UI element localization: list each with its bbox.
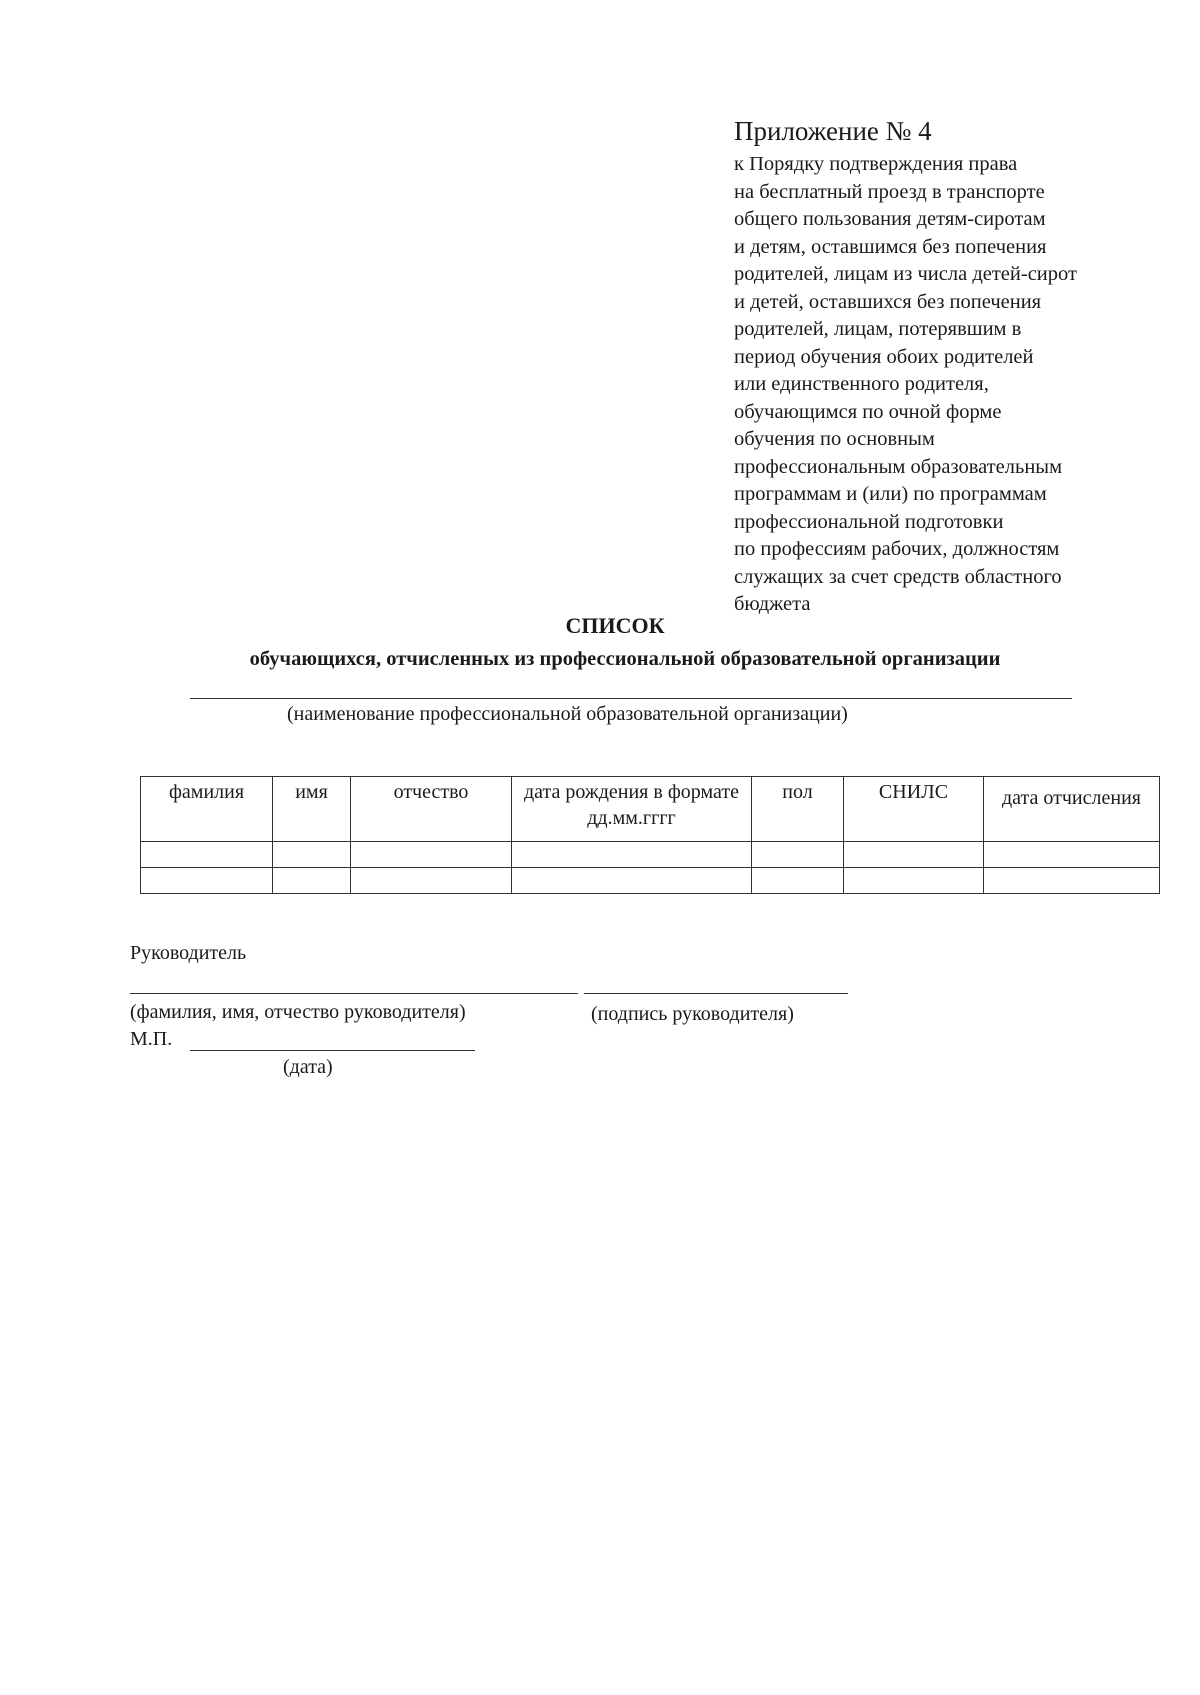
appendix-title: Приложение № 4 [734,116,932,146]
table-cell [752,868,844,894]
date-caption: (дата) [283,1056,333,1078]
table-cell [752,842,844,868]
column-header-expulsion-date: дата отчисления [984,777,1160,842]
table-cell [512,842,752,868]
appendix-line: и детей, оставшихся без попечения [734,290,1042,313]
appendix-line: обучения по основным [734,428,935,450]
date-line [190,1050,475,1051]
column-header-sex: пол [752,777,844,842]
table-cell [844,842,984,868]
column-header-birth-date: дата рождения в формате дд.мм.гггг [512,777,752,842]
table-cell [273,868,351,894]
column-header-snils: СНИЛС [844,777,984,842]
appendix-line: обучающимся по очной форме [734,400,1002,423]
appendix-line: родителей, лицам из числа детей-сирот [734,263,1077,285]
appendix-line: общего пользования детям-сиротам [734,208,1046,230]
head-name-line [130,993,578,994]
appendix-line: программам и (или) по программам [734,483,1047,505]
appendix-line: или единственного родителя, [734,373,989,395]
column-header-name: имя [273,777,351,842]
table-cell [141,842,273,868]
appendix-line: период обучения обоих родителей [734,345,1034,368]
signature-caption: (подпись руководителя) [591,1003,794,1025]
appendix-line: профессиональной подготовки [734,510,1004,533]
signature-line [584,993,848,994]
list-subtitle: обучающихся, отчисленных из профессиональной образовательной организации [249,648,1001,670]
org-name-caption: (наименование профессиональной образовательной организации) [287,703,848,725]
appendix-text [734,151,1174,619]
table-cell [141,868,273,894]
table-cell [844,868,984,894]
table-cell [351,868,512,894]
appendix-line: бюджета [734,593,811,615]
appendix-block [734,115,1174,619]
appendix-line: к Порядку подтверждения права [734,153,1018,175]
appendix-line: и детям, оставшимся без попечения [734,235,1047,258]
table-cell [984,842,1160,868]
head-label: Руководитель [130,942,247,964]
appendix-line: на бесплатный проезд в транспорте [734,180,1045,203]
column-header-surname: фамилия [141,777,273,842]
table-cell [273,842,351,868]
table-row [141,842,1160,868]
list-title: СПИСОК [565,613,665,638]
table-cell [351,842,512,868]
head-name-caption: (фамилия, имя, отчество руководителя) [130,1001,466,1023]
table-cell [984,868,1160,894]
appendix-line: родителей, лицам, потерявшим в [734,318,1022,340]
table-header-row [141,777,1160,842]
appendix-line: служащих за счет средств областного [734,565,1062,588]
appendix-line: по профессиям рабочих, должностям [734,538,1060,560]
table-cell [512,868,752,894]
column-header-patronymic: отчество [351,777,512,842]
appendix-line: профессиональным образовательным [734,455,1063,478]
org-name-line [190,698,1072,699]
students-table [140,776,1160,894]
stamp-label: М.П. [130,1028,173,1050]
table-row [141,868,1160,894]
